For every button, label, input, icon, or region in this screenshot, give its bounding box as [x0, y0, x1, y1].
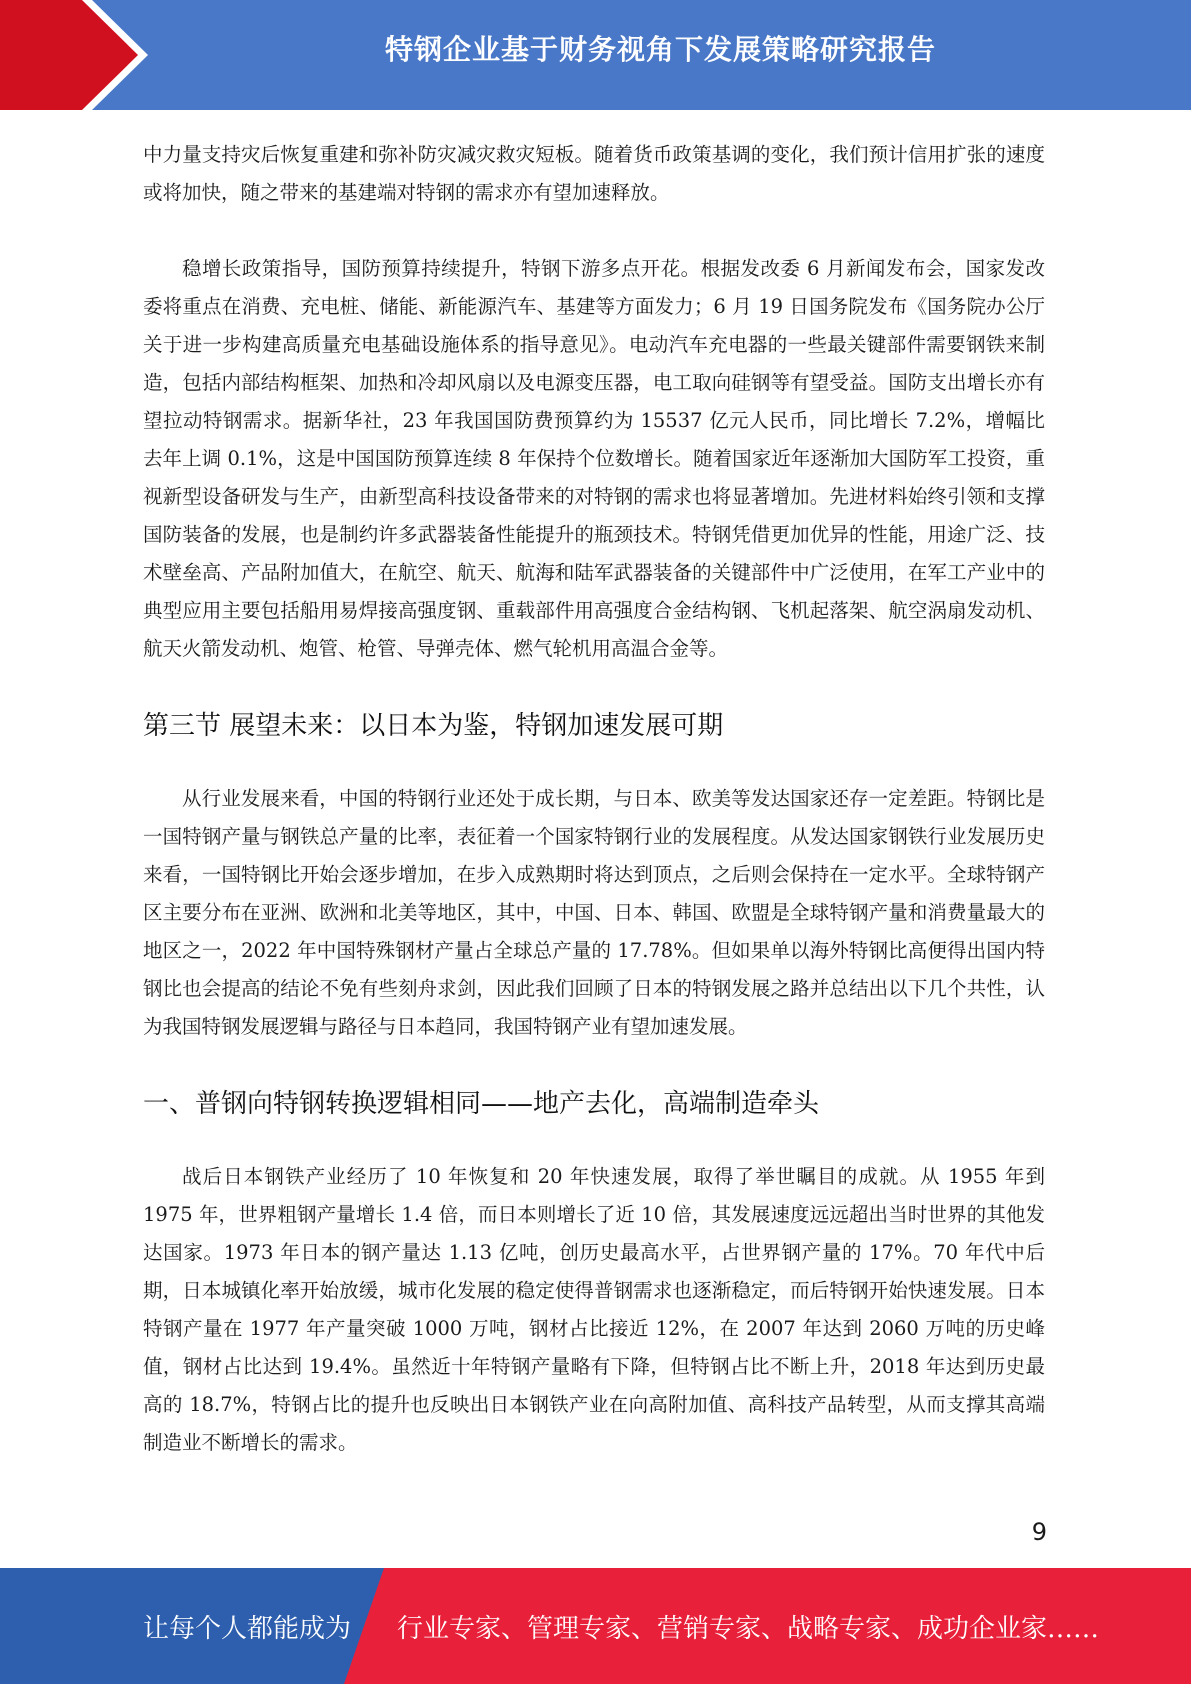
footer-slogan-right: 行业专家、管理专家、营销专家、战略专家、成功企业家……: [397, 1614, 1100, 1644]
paragraph: 从行业发展来看，中国的特钢行业还处于成长期，与日本、欧美等发达国家还存一定差距。特钢比是一国特钢产量与钢铁总产量的比率，表征着一个国家特钢行业的发展程度。从发达国家钢铁行业发展历史来看，一国特钢比开始会逐步增加，在步入成熟期时将达到顶点，之后则会保持在一定水平。全球特钢产区主要分布在亚洲、欧洲和北美等地区，其中，中国、日本、韩国、欧盟是全球特钢产量和消费量最大的地区之一，2022 年中国特殊钢材产量占全球总产量的 17.78%。但如果单以海外特钢比高便得出国内特钢比也会提高的结论不免有些刻舟求剑，因此我们回顾了日本的特钢发展之路并总结出以下几个共性，认为我国特钢发展逻辑与路径与日本趋同，我国特钢产业有望加速发展。: [143, 787, 1045, 1038]
page-header: [0, 0, 1191, 110]
footer-slogan-left: 让每个人都能成为: [143, 1614, 352, 1644]
header-title: 特钢企业基于财务视角下发展策略研究报告: [384, 33, 936, 66]
paragraph: 中力量支持灾后恢复重建和弥补防灾减灾救灾短板。随着货币政策基调的变化，我们预计信用扩张的速度或将加快，随之带来的基建端对特钢的需求亦有望加速释放。: [143, 143, 1045, 204]
page-footer: [0, 1568, 1191, 1684]
section-heading: 第三节 展望未来：以日本为鉴，特钢加速发展可期: [143, 711, 724, 741]
document-body: [143, 136, 1045, 1462]
paragraph: 战后日本钢铁产业经历了 10 年恢复和 20 年快速发展，取得了举世瞩目的成就。从 1955 年到 1975 年，世界粗钢产量增长 1.4 倍，而日本则增长了近 10 倍，其发展速度远远超出当时世界的其他发达国家。1973 年日本的钢产量达 1.13 亿吨，创历史最高水平，占世界钢产量的 17%。70 年代中后期，日本城镇化率开始放缓，城市化发展的稳定使得普钢需求也逐渐稳定，而后特钢开始快速发展。日本特钢产量在 1977 年产量突破 1000 万吨，钢材占比接近 12%，在 2007 年达到 2060 万吨的历史峰值，钢材占比达到 19.4%。虽然近十年特钢产量略有下降，但特钢占比不断上升，2018 年达到历史最高的 18.7%，特钢占比的提升也反映出日本钢铁产业在向高附加值、高科技产品转型，从而支撑其高端制造业不断增长的需求。: [143, 1165, 1045, 1454]
paragraph: 稳增长政策指导，国防预算持续提升，特钢下游多点开花。根据发改委 6 月新闻发布会，国家发改委将重点在消费、充电桩、储能、新能源汽车、基建等方面发力；6 月 19 日国务院发布《国务院办公厅关于进一步构建高质量充电基础设施体系的指导意见》。电动汽车充电器的一些最关键部件需要钢铁来制造，包括内部结构框架、加热和冷却风扇以及电源变压器，电工取向硅钢等有望受益。国防支出增长亦有望拉动特钢需求。据新华社，23 年我国国防费预算约为 15537 亿元人民币，同比增长 7.2%，增幅比去年上调 0.1%，这是中国国防预算连续 8 年保持个位数增长。随着国家近年逐渐加大国防军工投资，重视新型设备研发与生产，由新型高科技设备带来的对特钢的需求也将显著增加。先进材料始终引领和支撑国防装备的发展，也是制约许多武器装备性能提升的瓶颈技术。特钢凭借更加优异的性能，用途广泛、技术壁垒高、产品附加值大，在航空、航天、航海和陆军武器装备的关键部件中广泛使用，在军工产业中的典型应用主要包括船用易焊接高强度钢、重载部件用高强度合金结构钢、飞机起落架、航空涡扇发动机、航天火箭发动机、炮管、枪管、导弹壳体、燃气轮机用高温合金等。: [143, 257, 1045, 660]
page-number: 9: [1031, 1518, 1047, 1546]
subsection-heading: 一、普钢向特钢转换逻辑相同——地产去化，高端制造牵头: [143, 1089, 820, 1119]
